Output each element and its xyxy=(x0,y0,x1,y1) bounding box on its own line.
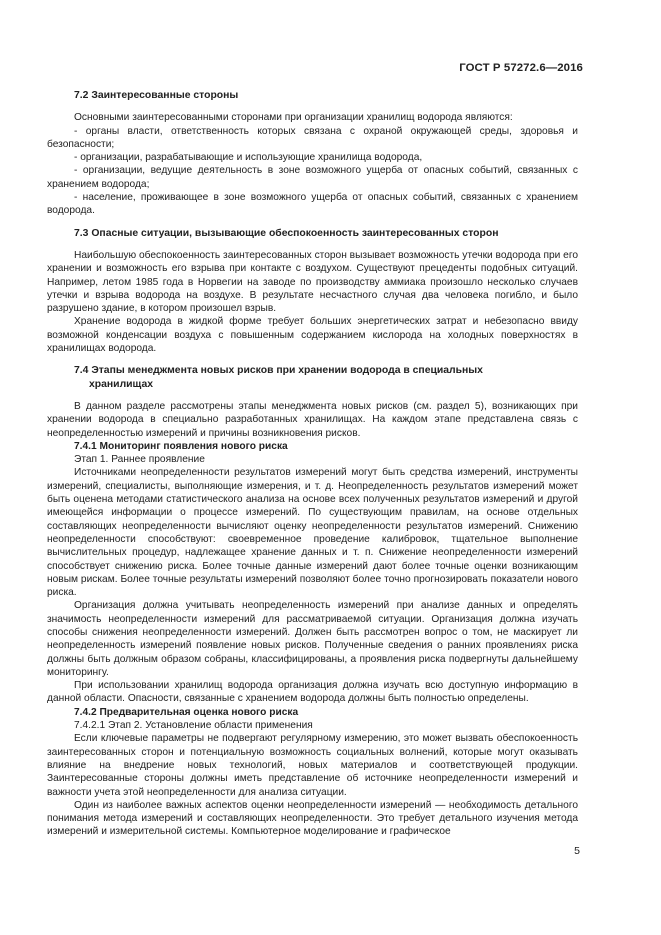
list-item: - население, проживающее в зоне возможного ущерба от опасных событий, связанных с хранением водорода. xyxy=(47,192,578,217)
section-7-4-2-heading: 7.4.2 Предварительная оценка нового риска xyxy=(74,706,299,718)
stage-label: Этап 1. Раннее проявление xyxy=(74,454,205,466)
list-item: - органы власти, ответственность которых связана с охраной окружающей среды, здоровья и безопасности; xyxy=(47,125,578,150)
paragraph: При использовании хранилищ водорода организация должна изучать всю доступную информацию в данной области. Опасности, связанные с хранением водорода должны быть полностью определены. xyxy=(47,680,578,705)
page-number: 5 xyxy=(574,845,580,857)
section-7-4-heading xyxy=(47,364,578,391)
paragraph: Источниками неопределенности результатов измерений могут быть средства измерений, инструменты измерений, специалисты, выполняющие измерения, и т. д. Неопределенность результатов измерений может быть оценена методами статистического анализа на основе всех полученных результатов измерений и другой имеющейся информации о процессе измерений. По существующим правилам, на основе отдельных составляющих неопределенности вычисляют оценку неопределенности результатов измерений. Снижению неопределенности способствуют: своевременное проведение калибровок, тщательное выполнение вычислительных процедур, надлежащее хранение данных и т. п. Снижение неопределенности измерений способствует снижению риска. Более точные данные измерений дают более точные оценки возникающим новым рискам. Более точные результаты измерений позволяют более точно прогнозировать показатели нового риска. xyxy=(47,467,578,599)
heading-line: хранилищах xyxy=(89,378,154,390)
list-item: - организации, разрабатывающие и использующие хранилища водорода, xyxy=(74,152,423,164)
paragraph: Хранение водорода в жидкой форме требует больших энергетических затрат и небезопасно ввиду возможной конденсации воздуха с повышенным содержанием кислорода на холодных поверхностях в хранилищах водорода. xyxy=(47,316,578,355)
section-7-4-1-heading: 7.4.1 Мониторинг появления нового риска xyxy=(74,440,288,452)
paragraph: Если ключевые параметры не подвергают регулярному измерению, это может вызвать обеспокоенность заинтересованных сторон и потенциальную возможность социальных волнений, которые могут оказывать влияние на внедрение новых технологий, новых материалов и соответствующей продукции. Заинтересованные стороны должны иметь представление об источнике неопределенности измерений и важности учета этой неопределенности для анализа ситуации. xyxy=(47,733,578,798)
document-body xyxy=(47,89,578,839)
paragraph: В данном разделе рассмотрены этапы менеджмента новых рисков (см. раздел 5), возникающих при хранении водорода в специально разработанных хранилищах. На каждом этапе представлена связь с неопределенностью измерений и причины возникновения рисков. xyxy=(47,400,578,439)
paragraph: Наибольшую обеспокоенность заинтересованных сторон вызывает возможность утечки водорода при его хранении и возможность его взрыва при контакте с воздухом. Существуют прецеденты подобных ситуаций. Например, летом 1985 года в Норвегии на заводе по производству аммиака произошло несколько случаев утечки и взрыва водорода на воздухе. В результате несчастного случая два человека погибло, и было разрушено здание, в котором произошел взрыв. xyxy=(47,249,578,315)
section-7-4-2-1-heading: 7.4.2.1 Этап 2. Установление области применения xyxy=(74,720,313,732)
list-item: - организации, ведущие деятельность в зоне возможного ущерба от опасных событий, связанных с хранением водорода; xyxy=(47,165,578,190)
paragraph: Основными заинтересованными сторонами при организации хранилищ водорода являются: xyxy=(74,112,513,124)
paragraph: Один из наиболее важных аспектов оценки неопределенности измерений — необходимость детального понимания метода измерений и составляющих неопределенности. Это требует детального изучения метода измерений и измерительной системы. Компьютерное моделирование и графическое xyxy=(47,799,578,838)
section-7-3-heading: 7.3 Опасные ситуации, вызывающие обеспокоенность заинтересованных сторон xyxy=(74,227,499,239)
section-7-2-heading: 7.2 Заинтересованные стороны xyxy=(74,90,239,101)
paragraph: Организация должна учитывать неопределенность измерений при анализе данных и определять значимость неопределенности измерений для рассматриваемой ситуации. Организация должна изучать способы снижения неопределенности измерений. Должен быть рассмотрен вопрос о том, не маскирует ли неопределенность измерений появление новых рисков. Полученные сведения о ранних проявлениях риска должны быть должным образом собраны, классифицированы, а проявления риска подвергнуты дальнейшему мониторингу. xyxy=(47,600,578,678)
document-identifier: ГОСТ Р 57272.6—2016 xyxy=(459,62,583,74)
heading-line: 7.4 Этапы менеджмента новых рисков при хранении водорода в специальных xyxy=(74,365,483,377)
